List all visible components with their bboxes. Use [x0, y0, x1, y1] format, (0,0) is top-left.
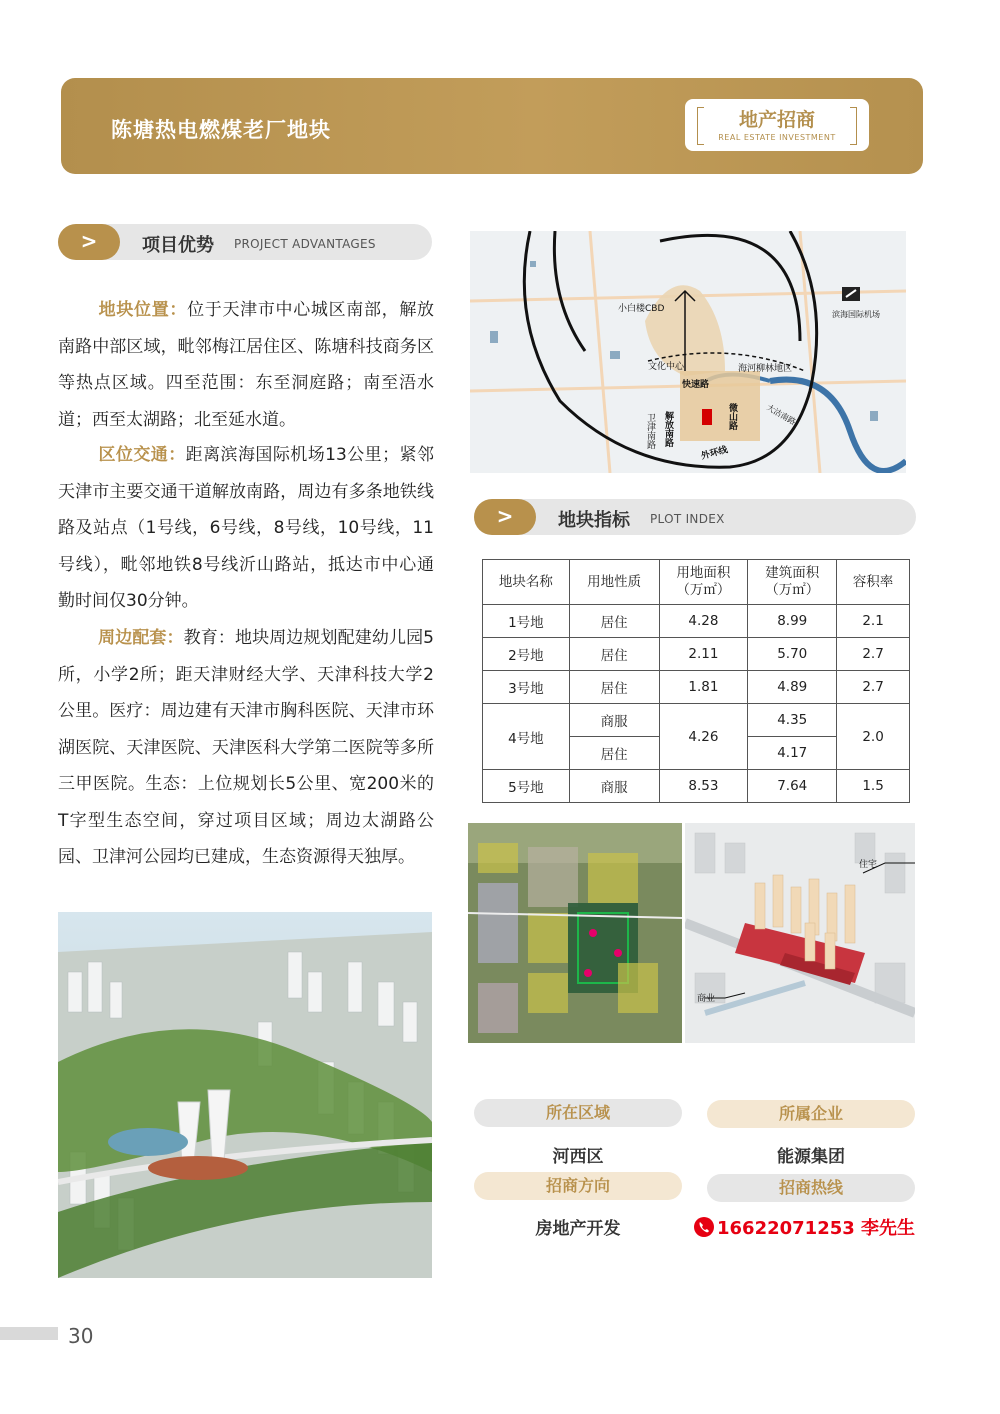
render-label-residential: 住宅: [859, 860, 878, 870]
traffic-text: 距离滨海国际机场13公里；紧邻天津市主要交通干道解放南路，周边有多条地铁线路及站点（1号线，6号线，8号线，10号线，11号线），毗邻地铁8号线沂山路站，抵达市中心通勤时间仅30分钟。: [58, 445, 434, 611]
phone-icon: [694, 1217, 714, 1237]
section-header-advantages: [58, 224, 432, 260]
chevron-right-icon: >: [58, 224, 120, 260]
architectural-render-image: [685, 823, 915, 1043]
render-label-commercial: 商业: [697, 994, 716, 1004]
traffic-paragraph: [58, 437, 434, 620]
location-map: [470, 231, 906, 473]
table-cell: 2.11: [659, 638, 748, 671]
hotline-label: 招商热线: [707, 1174, 915, 1202]
table-row: [483, 770, 910, 803]
header-build-area: 建筑面积 （万㎡）: [748, 560, 837, 605]
table-cell: 4.89: [748, 671, 837, 704]
airport-icon: [842, 287, 860, 301]
table-cell: 4.26: [659, 704, 748, 770]
section-title: 项目优势: [142, 235, 214, 256]
table-cell: 5号地: [483, 770, 570, 803]
table-cell: 4.35: [748, 704, 837, 737]
map-label-airport: 滨海国际机场: [832, 310, 880, 319]
header-plot-name: 地块名称: [483, 560, 570, 605]
map-label-culture: 文化中心: [648, 362, 685, 372]
table-cell: 7.64: [748, 770, 837, 803]
facility-text: 教育：地块周边规划配建幼儿园5所，小学2所；距天津财经大学、天津科技大学2公里。医疗：周边建有天津市胸科医院、天津市环湖医院、天津医院、天津医科大学第二医院等多所三甲医院。生态：上位规划长5公里、宽200米的T字型生态空间，穿过项目区域；周边太湖路公园、卫津河公园均已建成，生态资源得天独厚。: [58, 628, 434, 867]
section-subtitle: PROJECT ADVANTAGES: [234, 237, 376, 251]
badge-title: 地产招商: [738, 109, 815, 131]
table-cell: 商服: [569, 770, 659, 803]
aerial-render-image: [58, 912, 432, 1278]
table-cell: 8.99: [748, 605, 837, 638]
map-label-jiefang: 解放南路: [663, 411, 673, 447]
table-row: [483, 671, 910, 704]
location-paragraph: [58, 292, 434, 438]
page-number: 30: [68, 1324, 94, 1348]
hotline[interactable]: [694, 1214, 915, 1240]
table-cell: 1.5: [837, 770, 910, 803]
table-cell: 居住: [569, 638, 659, 671]
table-cell: 4.17: [748, 737, 837, 770]
facility-label: 周边配套：: [98, 628, 184, 648]
map-label-weijin: 卫津南路: [645, 413, 655, 449]
map-label-weishan: 微山路: [727, 403, 737, 430]
header-land-use: 用地性质: [569, 560, 659, 605]
header-far: 容积率: [837, 560, 910, 605]
table-cell: 2号地: [483, 638, 570, 671]
hotline-value: 16622071253 李先生: [717, 1218, 916, 1239]
company-value: 能源集团: [777, 1147, 845, 1167]
table-row: [483, 605, 910, 638]
badge-subtitle: REAL ESTATE INVESTMENT: [718, 133, 836, 142]
company-label: 所属企业: [707, 1100, 915, 1128]
table-cell: 商服: [569, 704, 659, 737]
header-banner: [61, 78, 923, 174]
header-land-area: 用地面积 （万㎡）: [659, 560, 748, 605]
table-cell: 4号地: [483, 704, 570, 770]
region-value: 河西区: [552, 1147, 604, 1167]
table-cell: 居住: [569, 671, 659, 704]
page-number-bar: [0, 1327, 58, 1340]
map-label-dagu: 大沽南路: [765, 402, 798, 427]
table-cell: 2.7: [837, 671, 910, 704]
page-title: 陈塘热电燃煤老厂地块: [111, 118, 331, 142]
map-label-haihe: 海河柳林地区: [738, 364, 793, 374]
table-cell: 2.1: [837, 605, 910, 638]
location-text: 位于天津市中心城区南部，解放南路中部区域，毗邻梅江居住区、陈塘科技商务区等热点区域。四至范围：东至洞庭路；南至浯水道；西至太湖路；北至延水道。: [58, 300, 435, 430]
traffic-label: 区位交通：: [98, 445, 186, 465]
planning-map-image: [468, 823, 682, 1043]
section-subtitle: PLOT INDEX: [650, 512, 725, 526]
table-cell: 居住: [569, 605, 659, 638]
table-cell: 5.70: [748, 638, 837, 671]
plot-index-table: [482, 559, 910, 803]
section-header-plot: [474, 499, 916, 535]
table-cell: 1.81: [659, 671, 748, 704]
table-cell: 8.53: [659, 770, 748, 803]
table-header-row: [483, 560, 910, 605]
category-badge: [685, 99, 869, 151]
table-row: [483, 704, 910, 737]
table-cell: 2.7: [837, 638, 910, 671]
table-cell: 居住: [569, 737, 659, 770]
table-cell: 4.28: [659, 605, 748, 638]
map-label-cbd: 小白楼CBD: [618, 304, 665, 314]
table-cell: 1号地: [483, 605, 570, 638]
section-title: 地块指标: [558, 510, 630, 531]
map-label-outer: 外环线: [700, 445, 729, 462]
location-label: 地块位置：: [98, 300, 188, 320]
region-label: 所在区域: [474, 1099, 682, 1127]
table-row: [483, 638, 910, 671]
direction-value: 房地产开发: [535, 1219, 621, 1239]
map-label-express: 快速路: [682, 380, 710, 390]
table-cell: 2.0: [837, 704, 910, 770]
direction-label: 招商方向: [474, 1172, 682, 1200]
chevron-right-icon: >: [474, 499, 536, 535]
table-cell: 3号地: [483, 671, 570, 704]
facility-paragraph: [58, 620, 434, 876]
